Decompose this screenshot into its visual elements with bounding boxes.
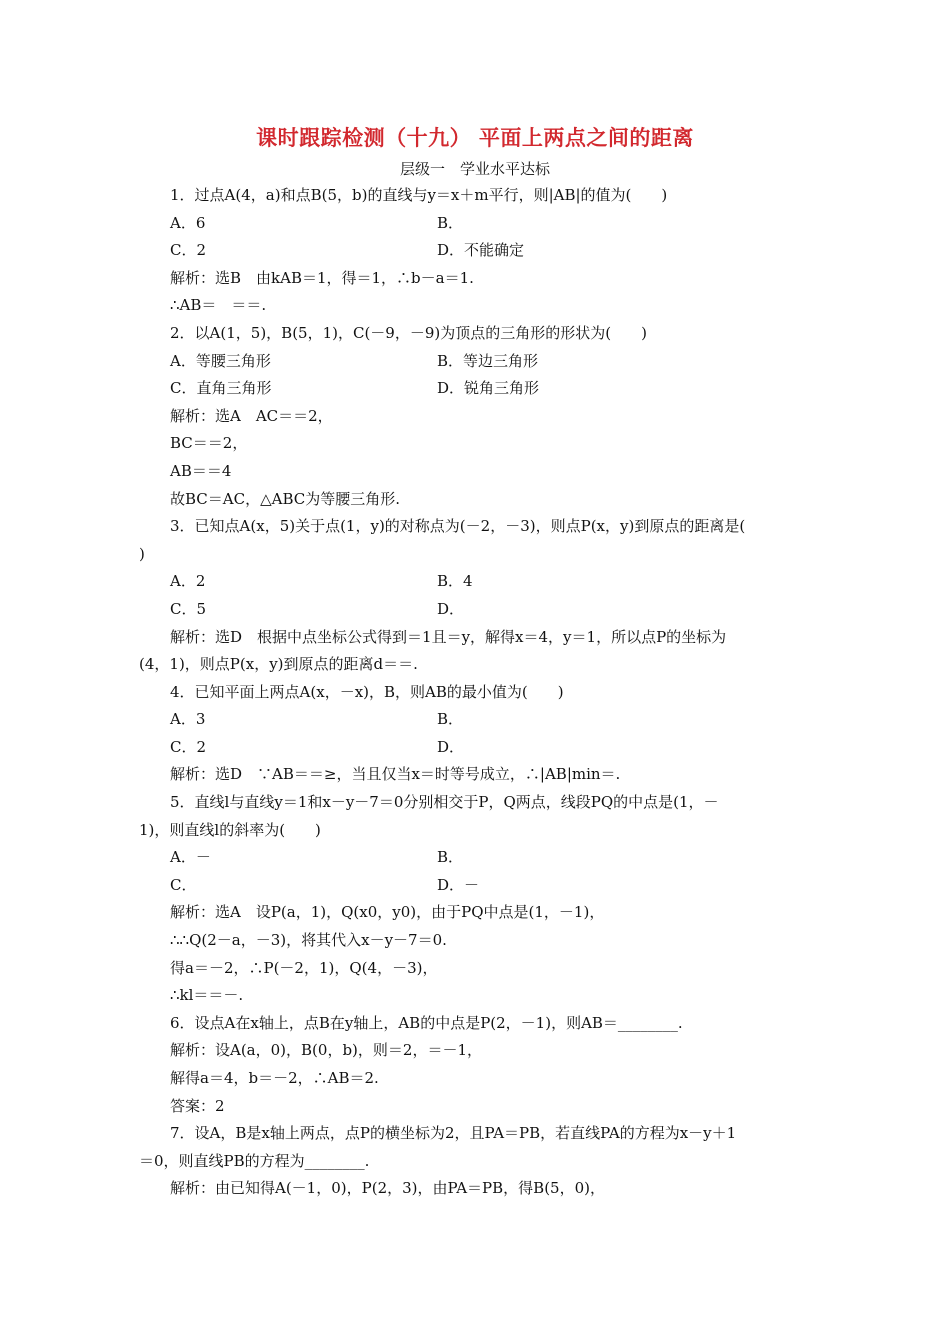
text-line: ∴AB＝ ＝＝. <box>170 296 267 315</box>
text-line: 解析：选D 根据中点坐标公式得到＝1且＝y，解得x＝4，y＝1，所以点P的坐标为 <box>170 627 727 646</box>
option-row <box>139 348 819 376</box>
text-line: 2．以A(1，5)，B(5，1)，C(－9，－9)为顶点的三角形的形状为( ) <box>170 323 647 342</box>
document-body <box>139 182 819 1203</box>
text-line: 故BC＝AC，△ABC为等腰三角形. <box>170 489 401 508</box>
text-line: 1．过点A(4，a)和点B(5，b)的直线与y＝x＋m平行，则|AB|的值为( ) <box>170 186 668 204</box>
option-row <box>139 596 819 624</box>
text-line: 解析：选A AC＝＝2， <box>170 406 333 425</box>
option-row <box>139 706 819 734</box>
page-subtitle: 层级一 学业水平达标 <box>399 160 550 178</box>
text-line: 5．直线l与直线y＝1和x－y－7＝0分别相交于P，Q两点，线段PQ的中点是(1，－ <box>170 793 719 812</box>
option-row <box>139 844 819 872</box>
text-line: 解析：由已知得A(－1，0)，P(2，3)，由PA＝PB，得B(5，0)， <box>170 1179 605 1198</box>
option-right: B． <box>437 213 464 232</box>
option-right: D．锐角三角形 <box>437 379 540 398</box>
option-right: B． <box>437 848 464 867</box>
text-line-continuation: 1)，则直线l的斜率为( ) <box>139 820 321 839</box>
option-left: C．2 <box>170 737 207 756</box>
option-left: C．直角三角形 <box>170 379 272 398</box>
text-line-continuation: ) <box>139 544 145 563</box>
option-row <box>139 210 819 238</box>
option-left: A．6 <box>170 213 206 232</box>
option-right: D．－ <box>437 875 480 894</box>
text-line: AB＝＝4 <box>170 461 232 480</box>
text-line: 4．已知平面上两点A(x，－x)，B，则AB的最小值为( ) <box>170 682 564 701</box>
option-left: A．3 <box>170 710 206 729</box>
option-right: D．不能确定 <box>437 241 525 260</box>
text-line: ∴∴Q(2－a，－3)，将其代入x－y－7＝0. <box>170 931 447 950</box>
option-row <box>139 568 819 596</box>
option-row <box>139 872 819 900</box>
option-left: A．等腰三角形 <box>170 351 271 370</box>
page-title: 课时跟踪检测（十九） 平面上两点之间的距离 <box>256 125 694 150</box>
text-line: 7．设A，B是x轴上两点，点P的横坐标为2，且PA＝PB，若直线PA的方程为x－y＋1 <box>170 1124 737 1143</box>
option-right: D． <box>437 599 465 618</box>
option-left: C．2 <box>170 241 207 260</box>
text-line: ∴kl＝＝－. <box>170 986 244 1005</box>
text-line: BC＝＝2， <box>170 434 248 453</box>
text-line: 解得a＝4，b＝－2，∴AB＝2. <box>170 1069 379 1087</box>
text-line: 答案：2 <box>170 1096 225 1115</box>
option-row <box>139 237 819 265</box>
option-left: A．2 <box>170 572 206 591</box>
text-line: 解析：选D ∵AB＝＝≥，当且仅当x＝时等号成立，∴|AB|min＝. <box>170 765 621 784</box>
option-row <box>139 734 819 762</box>
option-left: C．5 <box>170 599 207 618</box>
text-line: 6．设点A在x轴上，点B在y轴上，AB的中点是P(2，－1)，则AB＝________. <box>170 1013 683 1032</box>
text-line: 解析：选B 由kAB＝1，得＝1，∴b－a＝1. <box>170 268 474 287</box>
text-line: 得a＝－2，∴P(－2，1)，Q(4，－3)， <box>170 958 438 977</box>
text-line-continuation: ＝0，则直线PB的方程为________. <box>139 1151 370 1170</box>
option-left: C． <box>170 875 197 894</box>
text-line: 解析：选A 设P(a，1)，Q(x0，y0)，由于PQ中点是(1，－1)， <box>170 903 605 922</box>
option-right: D． <box>437 737 465 756</box>
option-right: B． <box>437 710 464 729</box>
option-row <box>139 375 819 403</box>
option-left: A．－ <box>170 848 211 867</box>
option-right: B．等边三角形 <box>437 351 539 370</box>
option-right: B．4 <box>437 572 473 591</box>
text-line-continuation: (4，1)，则点P(x，y)到原点的距离d＝＝. <box>139 655 418 674</box>
text-line: 3．已知点A(x，5)关于点(1，y)的对称点为(－2，－3)，则点P(x，y)到原点的距离是( <box>170 517 746 536</box>
text-line: 解析：设A(a，0)，B(0，b)，则＝2，＝－1， <box>170 1041 482 1060</box>
